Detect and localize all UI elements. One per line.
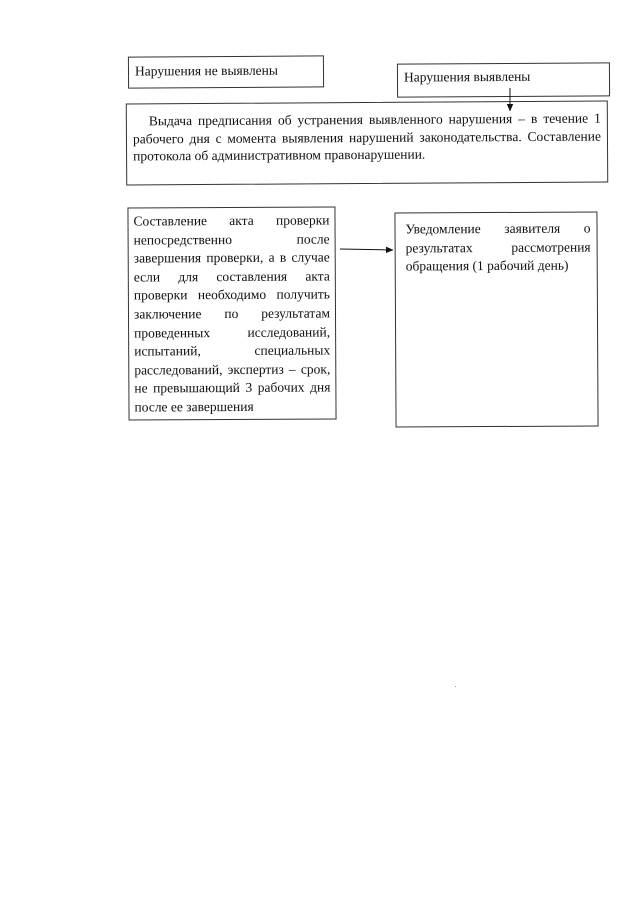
violations-found-box [397,62,610,97]
arrow-act-to-notification [340,249,393,250]
no-violations-label: Нарушения не выявлены [134,62,278,79]
scan-speck [455,686,456,687]
order-issuance-label: Выдача предписания об устранения выявленного нарушения – в течение 1 рабочего дня с момента выявления нарушений законодательства. Составление протокола об административном правонарушении. [132,110,602,164]
inspection-act-label: Составление акта проверки непосредственно после завершения проверки, а в случае если для составления акта проверки необходимо получить заключение по результатам проведенных исследований, испытаний, специальных расследований, экспертиз – срок, не превышающий 3 рабочих дня после ее завершения [133,212,331,415]
order-issuance-box [126,101,608,186]
violations-found-label: Нарушения выявлены [403,68,531,85]
applicant-notification-label: Уведомление заявителя о результатах рассмотрения обращения (1 рабочий день) [405,220,591,274]
inspection-act-box [127,206,336,420]
no-violations-box [128,55,324,88]
applicant-notification-box [394,211,598,427]
